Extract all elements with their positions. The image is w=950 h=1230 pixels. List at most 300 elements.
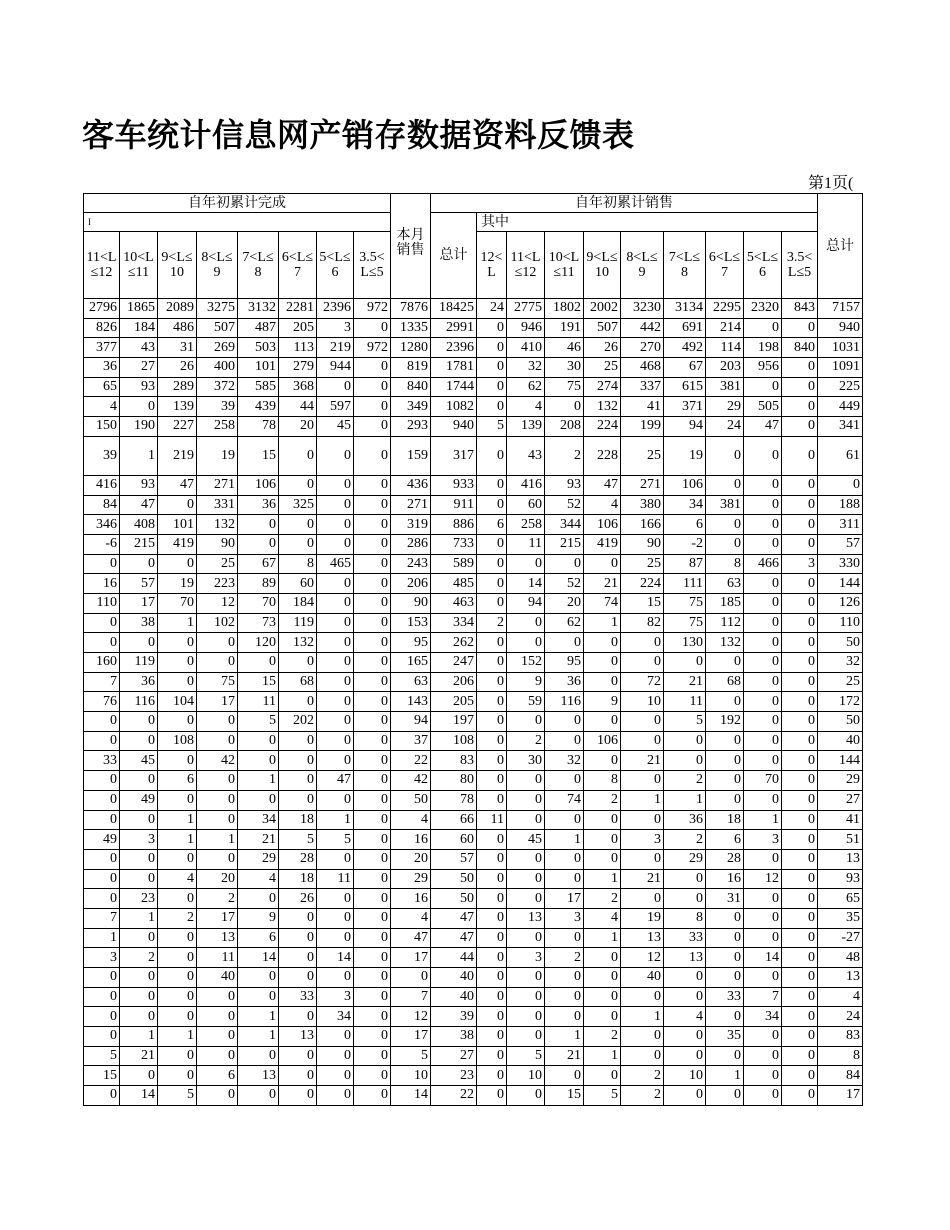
table-cell: 130 (664, 633, 706, 653)
table-cell: 0 (744, 1086, 782, 1106)
table-cell: 21 (621, 751, 664, 771)
table-cell: 2 (584, 889, 621, 909)
table-cell: 0 (197, 1007, 238, 1027)
table-cell: 6 (706, 830, 744, 850)
table-row (84, 987, 863, 1007)
table-cell: 0 (238, 987, 279, 1007)
table-cell: 0 (782, 889, 818, 909)
table-cell: 0 (782, 830, 818, 850)
table-cell: 0 (477, 731, 507, 751)
table-cell: 14 (391, 1086, 431, 1106)
table-row (84, 771, 863, 791)
table-cell: 10 (391, 1066, 431, 1086)
table-cell: 505 (744, 397, 782, 417)
table-cell: 132 (279, 633, 317, 653)
table-cell: 82 (621, 613, 664, 633)
table-cell: 0 (706, 731, 744, 751)
table-cell: 0 (317, 613, 354, 633)
table-cell: 0 (158, 987, 197, 1007)
table-cell: 0 (621, 653, 664, 673)
table-cell: 0 (84, 771, 120, 791)
table-cell: 68 (706, 672, 744, 692)
table-cell: 0 (545, 928, 584, 948)
table-cell: 26 (158, 358, 197, 378)
table-cell: 279 (279, 358, 317, 378)
table-cell: 0 (584, 554, 621, 574)
table-cell: 0 (120, 869, 158, 889)
table-cell: 22 (391, 751, 431, 771)
table-cell: 0 (120, 633, 158, 653)
table-cell: 12 (621, 948, 664, 968)
table-cell: 3132 (238, 299, 279, 319)
table-cell: 0 (664, 968, 706, 988)
table-cell: 9 (584, 692, 621, 712)
table-cell: 14 (507, 574, 545, 594)
table-cell: 258 (197, 417, 238, 437)
table-cell: 24 (477, 299, 507, 319)
table-cell: 0 (782, 948, 818, 968)
table-cell: 293 (391, 417, 431, 437)
table-cell: 17 (120, 593, 158, 613)
table-cell: 46 (545, 338, 584, 358)
table-cell: 487 (238, 318, 279, 338)
table-cell: 0 (317, 889, 354, 909)
table-cell: 7 (84, 672, 120, 692)
table-cell: 0 (477, 475, 507, 495)
table-cell: 341 (818, 417, 863, 437)
table-cell: 8 (664, 908, 706, 928)
table-cell: 0 (744, 889, 782, 909)
table-cell: 17 (545, 889, 584, 909)
table-cell: 0 (664, 987, 706, 1007)
table-cell: 2002 (584, 299, 621, 319)
col-header: 5<L≤6 (317, 232, 354, 299)
table-cell: 0 (664, 1086, 706, 1106)
table-cell: 0 (621, 810, 664, 830)
table-cell: 0 (545, 1066, 584, 1086)
table-cell: 42 (197, 751, 238, 771)
col-header: 8<L≤9 (621, 232, 664, 299)
table-cell: 11 (477, 810, 507, 830)
table-cell: 0 (706, 771, 744, 791)
table-cell: 93 (818, 869, 863, 889)
table-cell: 17 (818, 1086, 863, 1106)
table-cell: 34 (238, 810, 279, 830)
table-cell: 14 (317, 948, 354, 968)
table-cell: 33 (84, 751, 120, 771)
data-table (83, 193, 863, 1106)
table-cell: 2991 (431, 318, 477, 338)
table-cell: 66 (431, 810, 477, 830)
table-cell: 0 (354, 1086, 391, 1106)
table-cell: 68 (279, 672, 317, 692)
table-cell: 84 (84, 495, 120, 515)
table-cell: 442 (621, 318, 664, 338)
table-cell: 16 (706, 869, 744, 889)
table-cell: 243 (391, 554, 431, 574)
table-cell: 7 (391, 987, 431, 1007)
table-cell: 39 (84, 436, 120, 475)
table-body (84, 299, 863, 1106)
table-cell: 585 (238, 377, 279, 397)
table-cell: 32 (818, 653, 863, 673)
table-cell: 886 (431, 515, 477, 535)
table-row (84, 1066, 863, 1086)
table-cell: 67 (664, 358, 706, 378)
table-cell: 0 (744, 928, 782, 948)
table-cell: 110 (84, 593, 120, 613)
table-cell: 21 (584, 574, 621, 594)
table-cell: 3 (782, 554, 818, 574)
table-cell: 439 (238, 397, 279, 417)
table-cell: 0 (507, 554, 545, 574)
table-cell: 219 (317, 338, 354, 358)
table-cell: 0 (477, 534, 507, 554)
table-cell: 0 (782, 928, 818, 948)
table-cell: 0 (354, 1066, 391, 1086)
table-cell: 0 (744, 534, 782, 554)
table-cell: 78 (431, 790, 477, 810)
table-cell: 0 (238, 790, 279, 810)
table-cell: 84 (818, 1066, 863, 1086)
table-cell: 0 (120, 849, 158, 869)
table-cell: 0 (621, 849, 664, 869)
table-cell: 37 (391, 731, 431, 751)
table-cell: 0 (279, 475, 317, 495)
table-cell: 51 (818, 830, 863, 850)
table-cell: 819 (391, 358, 431, 378)
table-cell: 28 (279, 849, 317, 869)
table-cell: 0 (584, 633, 621, 653)
table-cell: 0 (664, 869, 706, 889)
table-cell: 143 (391, 692, 431, 712)
table-cell: 0 (477, 869, 507, 889)
table-cell: 0 (782, 436, 818, 475)
table-cell: 0 (782, 417, 818, 437)
table-cell: 0 (354, 377, 391, 397)
of-which-header: 其中 (477, 213, 818, 232)
table-cell: 1 (120, 908, 158, 928)
table-cell: 29 (818, 771, 863, 791)
table-cell: 18 (279, 810, 317, 830)
table-cell: 0 (477, 554, 507, 574)
table-cell: 0 (84, 1027, 120, 1047)
table-cell: 0 (706, 908, 744, 928)
table-row (84, 358, 863, 378)
table-cell: 840 (782, 338, 818, 358)
table-cell: 8 (818, 1046, 863, 1066)
table-row (84, 692, 863, 712)
table-cell: 0 (782, 633, 818, 653)
table-cell: 0 (744, 377, 782, 397)
table-cell: 0 (477, 672, 507, 692)
table-cell: 0 (706, 968, 744, 988)
table-cell: 0 (706, 436, 744, 475)
table-cell: 13 (279, 1027, 317, 1047)
table-cell: 589 (431, 554, 477, 574)
table-row (84, 810, 863, 830)
table-cell: 1 (158, 613, 197, 633)
table-cell: 72 (621, 672, 664, 692)
table-cell: 0 (782, 495, 818, 515)
table-cell: 63 (391, 672, 431, 692)
table-cell: 0 (664, 751, 706, 771)
table-cell: 47 (744, 417, 782, 437)
table-cell: 93 (120, 475, 158, 495)
table-cell: 0 (197, 633, 238, 653)
table-cell: 0 (782, 672, 818, 692)
table-cell: 14 (120, 1086, 158, 1106)
table-cell: 0 (84, 889, 120, 909)
table-cell: 0 (354, 987, 391, 1007)
table-cell: 10 (664, 1066, 706, 1086)
table-cell: 274 (584, 377, 621, 397)
table-cell: 0 (279, 948, 317, 968)
table-cell: 0 (782, 712, 818, 732)
table-cell: 76 (84, 692, 120, 712)
table-cell: 48 (818, 948, 863, 968)
table-cell: 0 (354, 397, 391, 417)
table-cell: 0 (477, 849, 507, 869)
table-cell: 0 (197, 731, 238, 751)
table-cell: 0 (782, 318, 818, 338)
table-cell: 2 (621, 1066, 664, 1086)
table-row (84, 948, 863, 968)
table-cell: 371 (664, 397, 706, 417)
table-cell: 0 (782, 692, 818, 712)
table-cell: 25 (621, 554, 664, 574)
table-cell: 0 (584, 1066, 621, 1086)
table-cell: 972 (354, 338, 391, 358)
table-cell: 0 (317, 495, 354, 515)
table-cell: 492 (664, 338, 706, 358)
table-cell: 0 (782, 1086, 818, 1106)
table-cell: 0 (782, 515, 818, 535)
table-cell: 0 (744, 436, 782, 475)
table-cell: 0 (664, 889, 706, 909)
table-cell: 0 (782, 534, 818, 554)
table-cell: 38 (120, 613, 158, 633)
table-cell: 38 (431, 1027, 477, 1047)
table-cell: 0 (477, 712, 507, 732)
table-cell: 14 (744, 948, 782, 968)
table-cell: 0 (84, 633, 120, 653)
table-cell: 1 (120, 1027, 158, 1047)
table-cell: 159 (391, 436, 431, 475)
table-cell: 0 (507, 987, 545, 1007)
table-cell: 0 (317, 534, 354, 554)
table-cell: 262 (431, 633, 477, 653)
table-cell: 466 (744, 554, 782, 574)
table-cell: 0 (706, 1046, 744, 1066)
table-row (84, 377, 863, 397)
table-cell: 0 (120, 928, 158, 948)
table-cell: 65 (818, 889, 863, 909)
table-cell: 337 (621, 377, 664, 397)
table-cell: 0 (317, 1027, 354, 1047)
table-row (84, 830, 863, 850)
table-cell: 0 (238, 968, 279, 988)
table-cell: 247 (431, 653, 477, 673)
table-cell: 75 (664, 613, 706, 633)
table-cell: 0 (782, 1066, 818, 1086)
table-cell: 0 (158, 790, 197, 810)
table-cell: 3 (317, 318, 354, 338)
table-cell: 144 (818, 751, 863, 771)
table-cell: 15 (84, 1066, 120, 1086)
table-cell: 30 (545, 358, 584, 378)
table-cell: 503 (238, 338, 279, 358)
table-cell: 166 (621, 515, 664, 535)
table-row (84, 908, 863, 928)
table-cell: 0 (84, 810, 120, 830)
table-cell: 0 (477, 1046, 507, 1066)
table-cell: 0 (782, 731, 818, 751)
table-cell: 269 (197, 338, 238, 358)
table-cell: 43 (120, 338, 158, 358)
table-cell: 436 (391, 475, 431, 495)
table-cell: 0 (477, 1066, 507, 1086)
table-cell: 43 (507, 436, 545, 475)
table-cell: 132 (706, 633, 744, 653)
table-cell: 73 (238, 613, 279, 633)
table-cell: 691 (664, 318, 706, 338)
table-cell: 0 (317, 692, 354, 712)
table-cell: 956 (744, 358, 782, 378)
table-cell: 23 (120, 889, 158, 909)
table-cell: 0 (84, 987, 120, 1007)
table-cell: 8 (279, 554, 317, 574)
table-cell: 0 (354, 712, 391, 732)
table-cell: 0 (84, 790, 120, 810)
table-cell: 0 (744, 515, 782, 535)
table-cell: 0 (545, 1007, 584, 1027)
table-cell: 152 (507, 653, 545, 673)
table-cell: 0 (354, 554, 391, 574)
col-header: 3.5<L≤5 (354, 232, 391, 299)
table-cell: 191 (545, 318, 584, 338)
table-cell: 49 (120, 790, 158, 810)
table-cell: 0 (744, 613, 782, 633)
table-cell: 214 (706, 318, 744, 338)
table-cell: 2 (621, 1086, 664, 1106)
table-cell: 2 (545, 948, 584, 968)
table-cell: 0 (354, 692, 391, 712)
table-cell: 18425 (431, 299, 477, 319)
table-cell: 0 (507, 712, 545, 732)
table-cell: 1 (584, 1046, 621, 1066)
table-cell: 119 (120, 653, 158, 673)
table-cell: 19 (197, 436, 238, 475)
table-cell: 0 (477, 436, 507, 475)
table-cell: 317 (431, 436, 477, 475)
table-cell: 0 (317, 436, 354, 475)
table-cell: 0 (279, 751, 317, 771)
table-cell: 0 (84, 554, 120, 574)
table-cell: 62 (545, 613, 584, 633)
table-cell: 24 (706, 417, 744, 437)
table-cell: 0 (197, 1027, 238, 1047)
table-cell: 4 (391, 908, 431, 928)
table-cell: 325 (279, 495, 317, 515)
table-cell: 0 (317, 908, 354, 928)
table-cell: 0 (706, 534, 744, 554)
table-cell: 408 (120, 515, 158, 535)
page-number: 第1页( (808, 175, 854, 192)
table-cell: 0 (818, 475, 863, 495)
table-cell: 0 (354, 672, 391, 692)
table-cell: 20 (545, 593, 584, 613)
table-cell: 13 (507, 908, 545, 928)
table-cell: 7 (744, 987, 782, 1007)
table-cell: 188 (818, 495, 863, 515)
table-cell: 224 (621, 574, 664, 594)
table-row (84, 534, 863, 554)
table-cell: 1091 (818, 358, 863, 378)
table-cell: 12 (197, 593, 238, 613)
table-cell: 0 (197, 653, 238, 673)
table-cell: 0 (744, 849, 782, 869)
table-cell: 45 (507, 830, 545, 850)
table-cell: 57 (431, 849, 477, 869)
table-cell: 39 (197, 397, 238, 417)
table-cell: 17 (391, 948, 431, 968)
table-cell: 972 (354, 299, 391, 319)
table-cell: 83 (818, 1027, 863, 1047)
table-cell: 1 (158, 1027, 197, 1047)
table-cell: 0 (279, 1046, 317, 1066)
table-cell: 0 (744, 672, 782, 692)
table-cell: 2 (120, 948, 158, 968)
table-cell: 0 (238, 751, 279, 771)
table-cell: 0 (279, 968, 317, 988)
table-cell: 0 (584, 987, 621, 1007)
table-cell: 940 (431, 417, 477, 437)
table-cell: 911 (431, 495, 477, 515)
table-cell: 132 (197, 515, 238, 535)
report-title: 客车统计信息网产销存数据资料反馈表 (82, 116, 635, 154)
table-cell: 208 (545, 417, 584, 437)
table-cell: 1280 (391, 338, 431, 358)
table-cell: 0 (477, 928, 507, 948)
table-cell: 1 (621, 790, 664, 810)
table-cell: 2281 (279, 299, 317, 319)
table-cell: 15 (621, 593, 664, 613)
table-cell: 0 (354, 771, 391, 791)
table-cell: 9 (238, 908, 279, 928)
table-cell: 0 (158, 928, 197, 948)
table-cell: 0 (584, 830, 621, 850)
table-cell: 416 (507, 475, 545, 495)
table-cell: 11 (317, 869, 354, 889)
table-row (84, 633, 863, 653)
table-cell: 0 (317, 849, 354, 869)
table-cell: 0 (477, 574, 507, 594)
table-cell: 6 (477, 515, 507, 535)
table-cell: 0 (354, 534, 391, 554)
table-cell: 0 (782, 771, 818, 791)
col-header: 10<L≤11 (545, 232, 584, 299)
table-cell: 331 (197, 495, 238, 515)
table-cell: 16 (84, 574, 120, 594)
table-cell: 27 (120, 358, 158, 378)
table-cell: 0 (84, 731, 120, 751)
table-cell: 1 (238, 1027, 279, 1047)
table-cell: 47 (584, 475, 621, 495)
table-cell: 101 (238, 358, 279, 378)
table-cell: 27 (431, 1046, 477, 1066)
table-cell: 0 (120, 1007, 158, 1027)
